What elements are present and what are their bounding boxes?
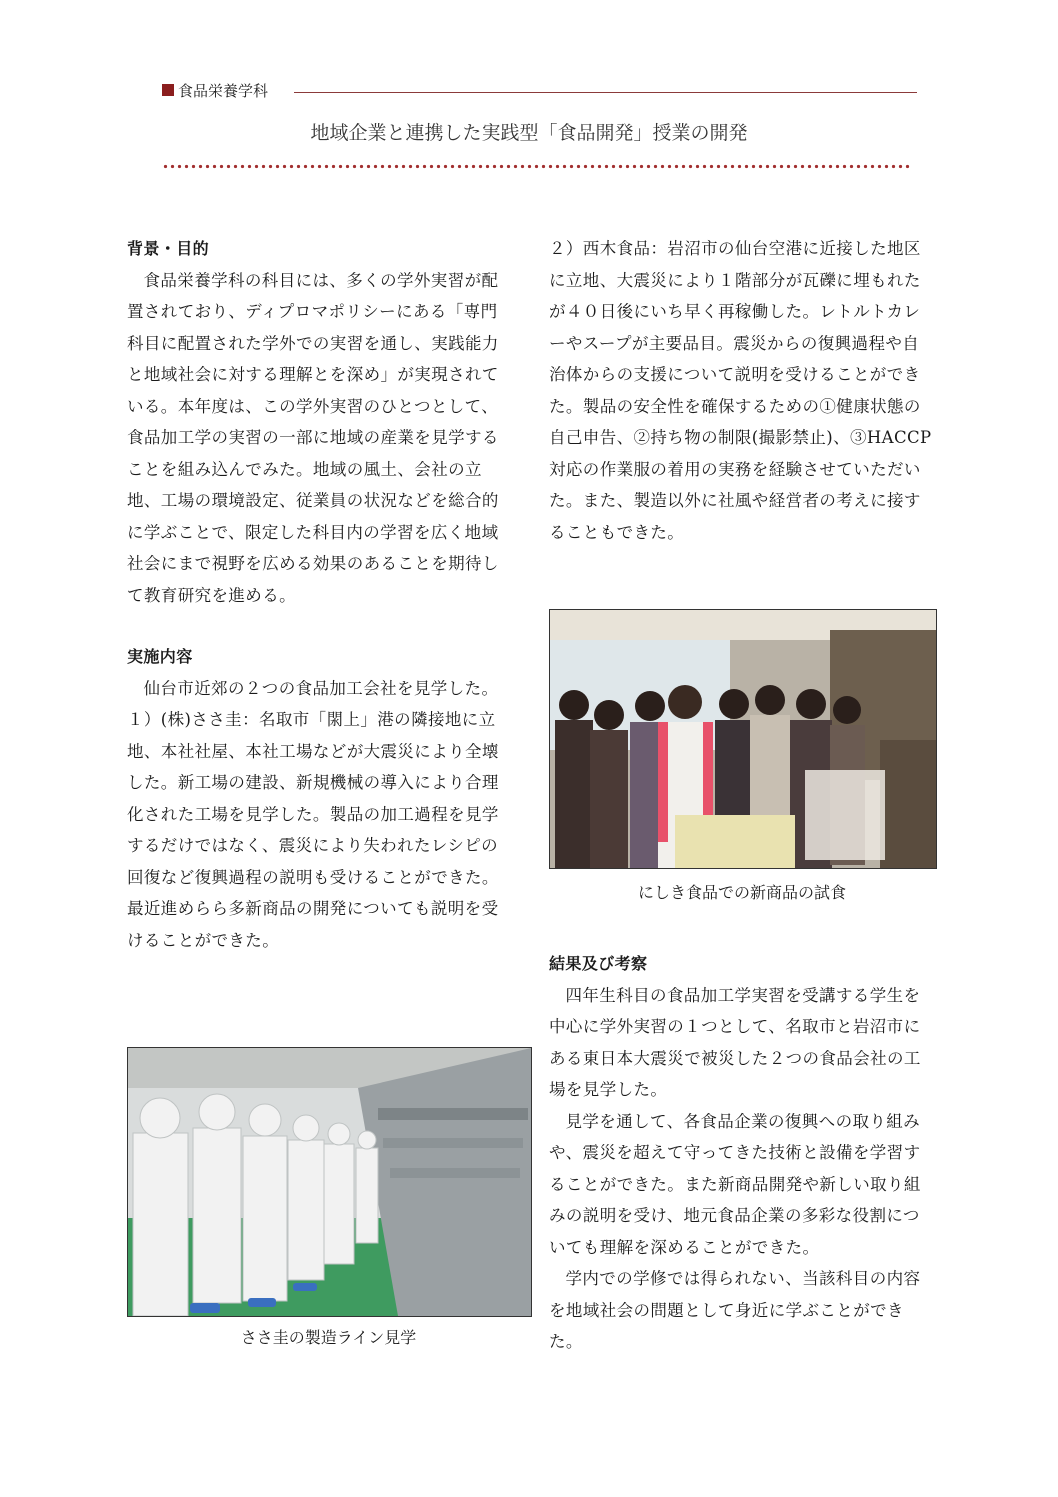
right-column-top — [549, 233, 936, 548]
tasting-photo — [549, 609, 937, 869]
left-photo-caption: ささ圭の製造ライン見学 — [240, 1328, 417, 1347]
implementation-item-1: １）(株)ささ圭：名取市「閖上」港の隣接地に立地、本社社屋、本社工場などが大震災により全壊した。新工場の建設、新規機械の導入により合理化された工場を見学した。製品の加工過程を見学するだけではなく、震災により失われたレシピの回復など復興過程の説明も受けることができた。最近進めらら多新商品の開発についても説明を受けることができた。 — [127, 710, 499, 950]
factory-line-photo — [127, 1047, 532, 1317]
page-header — [162, 80, 917, 104]
page-title: 地域企業と連携した実践型「食品開発」授業の開発 — [310, 122, 748, 144]
department-label: 食品栄養学科 — [178, 82, 269, 100]
results-paragraph-1: 四年生科目の食品加工学実習を受講する学生を中心に学外実習の１つとして、名取市と岩沼市にある東日本大震災で被災した２つの食品会社の工場を見学した。 — [549, 985, 921, 1099]
implementation-item-2: ２）西木食品：岩沼市の仙台空港に近接した地区に立地、大震災により１階部分が瓦礫に埋もれたが４０日後にいち早く再稼働した。レトルトカレーやスープが主要品目。震災からの復興過程や自治体からの支援について説明を受けることができた。製品の安全性を確保するための①健康状態の自己申告、②持ち物の制限(撮影禁止)、③HACCP対応の作業服の着用の実務を経験させていただいた。また、製造以外に社風や経営者の考えに接することもできた。 — [549, 239, 932, 542]
right-column-bottom — [549, 948, 936, 1358]
right-photo-caption: にしき食品での新商品の試食 — [637, 883, 846, 902]
results-heading: 結果及び考察 — [549, 954, 648, 973]
header-rule — [294, 92, 917, 93]
square-bullet-icon — [162, 84, 174, 96]
dotted-divider — [162, 164, 912, 169]
results-paragraph-2: 見学を通して、各食品企業の復興への取り組みや、震災を超えて守ってきた技術と設備を学習することができた。また新商品開発や新しい取り組みの説明を受け、地元食品企業の多彩な役割についても理解を深めることができた。 — [549, 1111, 921, 1257]
background-heading: 背景・目的 — [127, 239, 210, 258]
implementation-intro: 仙台市近郊の２つの食品加工会社を見学した。 — [143, 678, 499, 698]
results-paragraph-3: 学内での学修では得られない、当該科目の内容を地域社会の問題として身近に学ぶことができた。 — [549, 1269, 921, 1351]
implementation-heading: 実施内容 — [127, 647, 193, 666]
left-column — [127, 233, 512, 956]
background-body: 食品栄養学科の科目には、多くの学外実習が配置されており、ディプロマポリシーにある「専門科目に配置された学外での実習を通し、実践能力と地域社会に対する理解とを深め」が実現されている。本年度は、この学外実習のひとつとして、食品加工学の実習の一部に地域の産業を見学することを組み込んでみた。地域の風土、会社の立地、工場の環境設定、従業員の状況などを総合的に学ぶことで、限定した科目内の学習を広く地域社会にまで視野を広める効果のあることを期待して教育研究を進める。 — [127, 270, 499, 605]
